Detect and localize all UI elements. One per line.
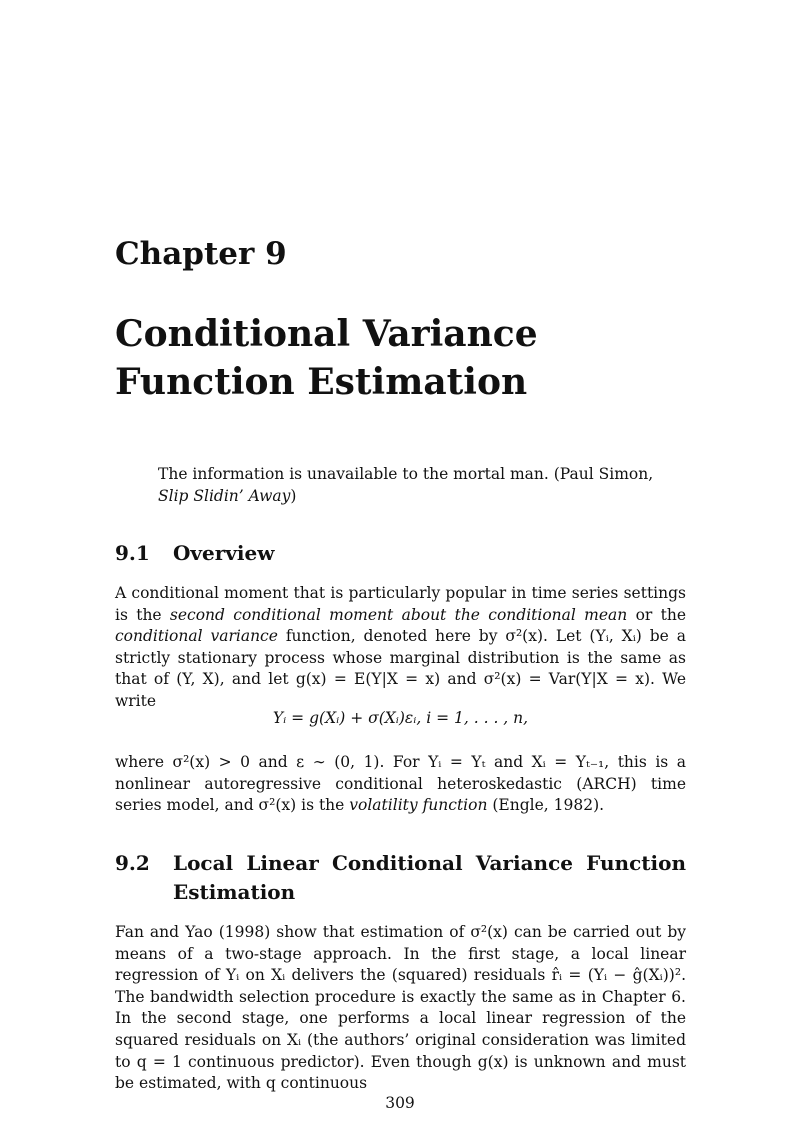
epigraph [158, 463, 668, 507]
italic-run: conditional variance [115, 627, 278, 646]
section-title: Local Linear Conditional Variance Function Estimation [173, 851, 686, 904]
section-heading-overview [115, 539, 686, 568]
chapter-label: Chapter 9 [115, 236, 287, 272]
epigraph-source: Slip Slidin’ Away [158, 487, 291, 505]
overview-paragraph-1 [115, 583, 686, 713]
italic-run: second conditional moment about the conditional mean [169, 605, 628, 624]
section-number: 9.1 [115, 541, 150, 565]
text-run: (Engle, 1982). [487, 796, 605, 815]
page-number: 309 [385, 1094, 415, 1112]
text-run: function, denoted here by σ²(x). Let (Yᵢ, Xᵢ) be a strictly stationary process whose marginal distribution is the same as that of (Y, X), and let g(x) = E(Y|X = x) and σ²(x) = Var(Y|X = x). We write [115, 627, 686, 710]
overview-paragraph-2 [115, 752, 686, 817]
section-title: Overview [173, 541, 275, 565]
italic-run: volatility function [349, 796, 488, 815]
local-linear-paragraph: Fan and Yao (1998) show that estimation of σ²(x) can be carried out by means of a two-stage approach. In the first stage, a local linear regression of Yᵢ on Xᵢ delivers the (squared) residuals r̂ᵢ = (Yᵢ − ĝ(Xᵢ))². The bandwidth selection procedure is exactly the same as in Chapter 6. In the second stage, one performs a local linear regression of the squared residuals on Xᵢ (the authors’ original consideration was limited to q = 1 continuous predictor). Even though g(x) is unknown and must be estimated, with q continuous [115, 923, 686, 1093]
equation-text: Yᵢ = g(Xᵢ) + σ(Xᵢ)εᵢ, i = 1, . . . , n, [272, 709, 529, 727]
display-equation [115, 709, 686, 727]
text-run: or the [627, 605, 687, 624]
chapter-title: Conditional Variance Function Estimation [115, 313, 538, 403]
text-run: where σ²(x) > 0 and ε ∼ (0, 1). For Yᵢ = Yₜ and Xᵢ = Yₜ₋₁, this is a nonlinear autoregressive conditional heteroskedastic (ARCH) time series model, and σ²(x) is the [115, 753, 686, 815]
epigraph-close: ) [290, 487, 297, 505]
section-number: 9.2 [115, 851, 150, 875]
epigraph-text: The information is unavailable to the mortal man. (Paul Simon, [158, 465, 654, 483]
text-run: A conditional moment that is particularly popular in time series settings is the [115, 584, 686, 624]
section-heading-local-linear [115, 849, 686, 907]
